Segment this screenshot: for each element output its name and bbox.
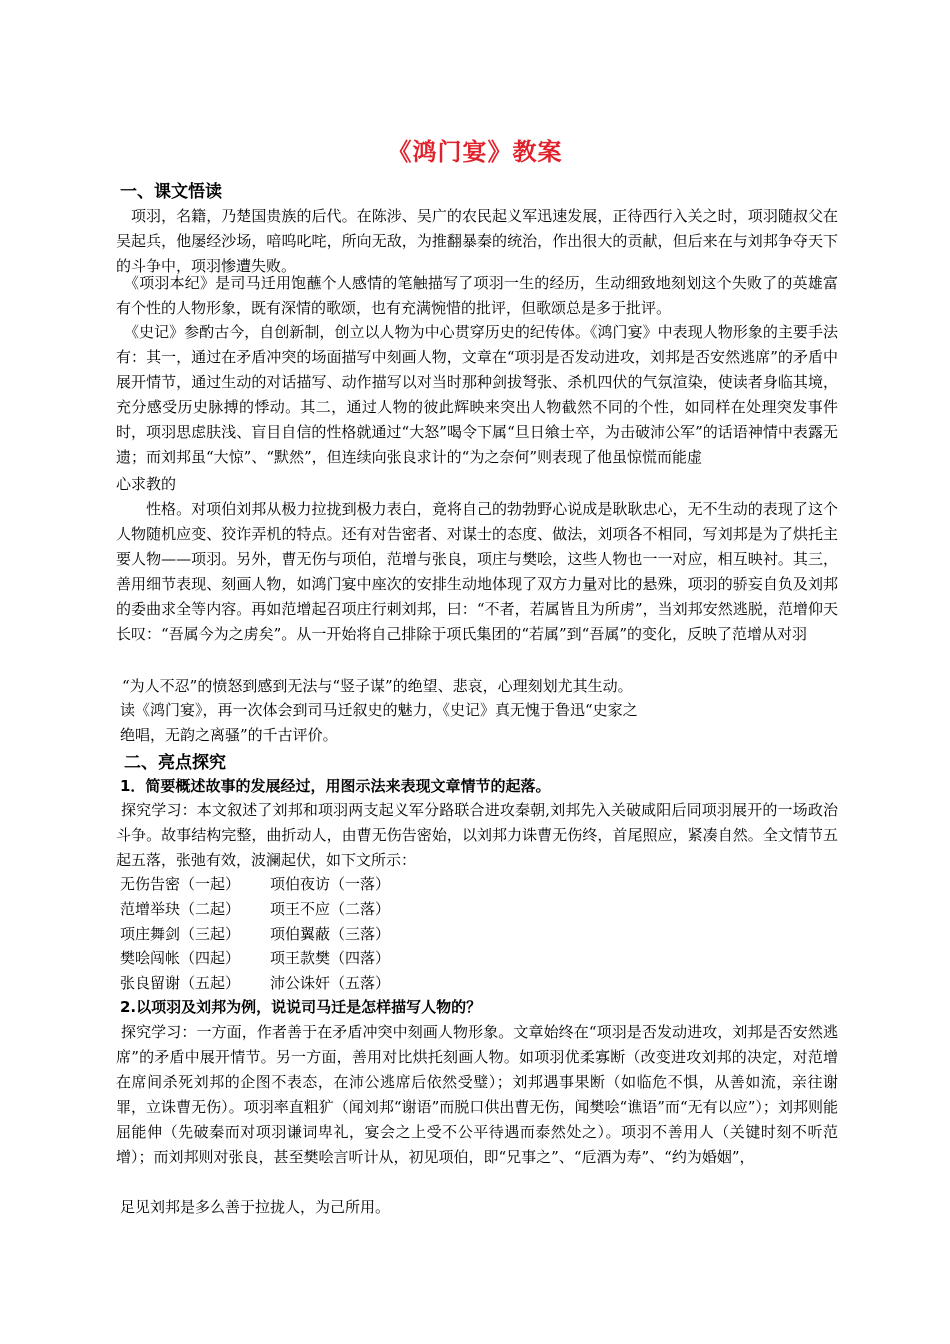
plot-rise: 樊哙闯帐（四起） xyxy=(120,949,241,967)
plot-fall: 沛公诛奸（五落） xyxy=(270,974,391,992)
section-heading-1: 一、课文悟读 xyxy=(120,182,222,202)
paragraph-3-tail: 心求教的 xyxy=(116,475,177,493)
plot-fall: 项王款樊（四落） xyxy=(270,949,391,967)
plot-rise: 项庄舞剑（三起） xyxy=(120,925,241,943)
plot-row xyxy=(120,922,390,947)
plot-fall: 项伯夜访（一落） xyxy=(270,875,391,893)
plot-row xyxy=(120,872,390,897)
section-heading-2: 二、亮点探究 xyxy=(124,753,226,773)
paragraph-2: 《项羽本纪》是司马迁用饱蘸个人感情的笔触描写了项羽一生的经历，生动细致地刻划这个失败了的英雄富有个性的人物形象，既有深情的歌颂，也有充满惋惜的批评，但歌颂总是多于批评。 xyxy=(116,274,838,317)
plot-rise: 张良留谢（五起） xyxy=(120,974,241,992)
plot-rise: 范增举玦（二起） xyxy=(120,900,241,918)
paragraph-3: 《史记》参酌古今，自创新制，创立以人物为中心贯穿历史的纪传体。《鸿门宴》中表现人物形象的主要手法有：其一，通过在矛盾冲突的场面描写中刻画人物，文章在“项羽是否发动进攻，刘邦是否安然逃席”的矛盾中展开情节，通过生动的对话描写、动作描写以对当时那种剑拔弩张、杀机四伏的气氛渲染，使读者身临其境，充分感受历史脉搏的悸动。其二，通过人物的彼此辉映来突出人物截然不同的个性，如同样在处理突发事件时，项羽思虑肤浅、盲目自信的性格就通过“大怒”喝令下属“旦日飨士卒，为击破沛公军”的话语神情中表露无遗；而刘邦虽“大惊”、“默然”，但连续向张良求计的“为之奈何”则表现了他虽惊慌而能虚 xyxy=(116,323,838,466)
plot-fall: 项伯翼蔽（三落） xyxy=(270,925,391,943)
paragraph-6-line-2: 绝唱，无韵之离骚”的千古评价。 xyxy=(120,726,338,744)
paragraph-1: 项羽，名籍，乃楚国贵族的后代。在陈涉、吴广的农民起义军迅速发展，正待西行入关之时，项羽随叔父在吴起兵，他屡经沙场，喑呜叱咤，所向无敌，为推翻暴秦的统治，作出很大的贡献，但后来在与刘邦争夺天下的斗争中，项羽惨遭失败。 xyxy=(116,207,838,275)
plot-row xyxy=(120,971,390,996)
paragraph-6-line-1: 读《鸿门宴》，再一次体会到司马迁叙史的魅力，《史记》真无愧于鲁迅“史家之 xyxy=(120,701,638,719)
paragraph-4: 性格。对项伯刘邦从极力拉拢到极力表白，竟将自己的勃勃野心说成是耿耿忠心，无不生动的表现了这个人物随机应变、狡诈弄机的特点。还有对告密者、对谋士的态度、做法，刘项各不相同，写刘邦是为了烘托主要人物——项羽。另外，曹无伤与项伯，范增与张良，项庄与樊哙，这些人物也一一对应，相互映衬。其三，善用细节表现、刻画人物，如鸿门宴中座次的安排生动地体现了双方力量对比的悬殊，项羽的骄妄自负及刘邦的委曲求全等内容。再如范增起召项庄行刺刘邦，曰：“不者，若属皆且为所虏”，当刘邦安然逃脱，范增仰天长叹：“吾属今为之虏矣”。从一开始将自己排除于项氏集团的“若属”到“吾属”的变化，反映了范增从对羽 xyxy=(116,500,838,643)
plot-row xyxy=(120,897,390,922)
plot-row xyxy=(120,946,390,971)
plot-rise: 无伤告密（一起） xyxy=(120,875,241,893)
plot-fall: 项王不应（二落） xyxy=(270,900,391,918)
question-1: 1．简要概述故事的发展经过，用图示法来表现文章情节的起落。 xyxy=(120,777,551,795)
question-2: 2.以项羽及刘邦为例，说说司马迁是怎样描写人物的？ xyxy=(120,998,482,1016)
answer-2-tail: 足见刘邦是多么善于拉拢人，为己所用。 xyxy=(120,1198,391,1216)
answer-1: 探究学习：本文叙述了刘邦和项羽两支起义军分路联合进攻秦朝,刘邦先入关破咸阳后同项羽展开的一场政治斗争。故事结构完整，曲折动人，由曹无伤告密始，以刘邦力诛曹无伤终，首尾照应，紧凑自然。全文情节五起五落，张弛有效，波澜起伏，如下文所示： xyxy=(116,801,838,869)
answer-2: 探究学习：一方面，作者善于在矛盾冲突中刻画人物形象。文章始终在“项羽是否发动进攻，刘邦是否安然逃席”的矛盾中展开情节。另一方面，善用对比烘托刻画人物。如项羽优柔寡断（改变进攻刘邦的决定，对范增在席间杀死刘邦的企图不表态，在沛公逃席后依然受璧）；刘邦遇事果断（如临危不惧，从善如流，亲往谢罪，立诛曹无伤）。项羽率直粗犷（闻刘邦“谢语”而脱口供出曹无伤，闻樊哙“谯语”而“无有以应”）；刘邦则能屈能伸（先破秦而对项羽谦词卑礼，宴会之上受不公平待遇而泰然处之）。项羽不善用人（关键时刻不听范增）；而刘邦则对张良，甚至樊哙言听计从，初见项伯，即“兄事之”、“卮酒为寿”、“约为婚姻”， xyxy=(116,1023,838,1166)
paragraph-5: “为人不忍”的愤怒到感到无法与“竖子谋”的绝望、悲哀，心理刻划尤其生动。 xyxy=(122,677,633,695)
page-title: 《鸿门宴》教案 xyxy=(387,138,563,166)
